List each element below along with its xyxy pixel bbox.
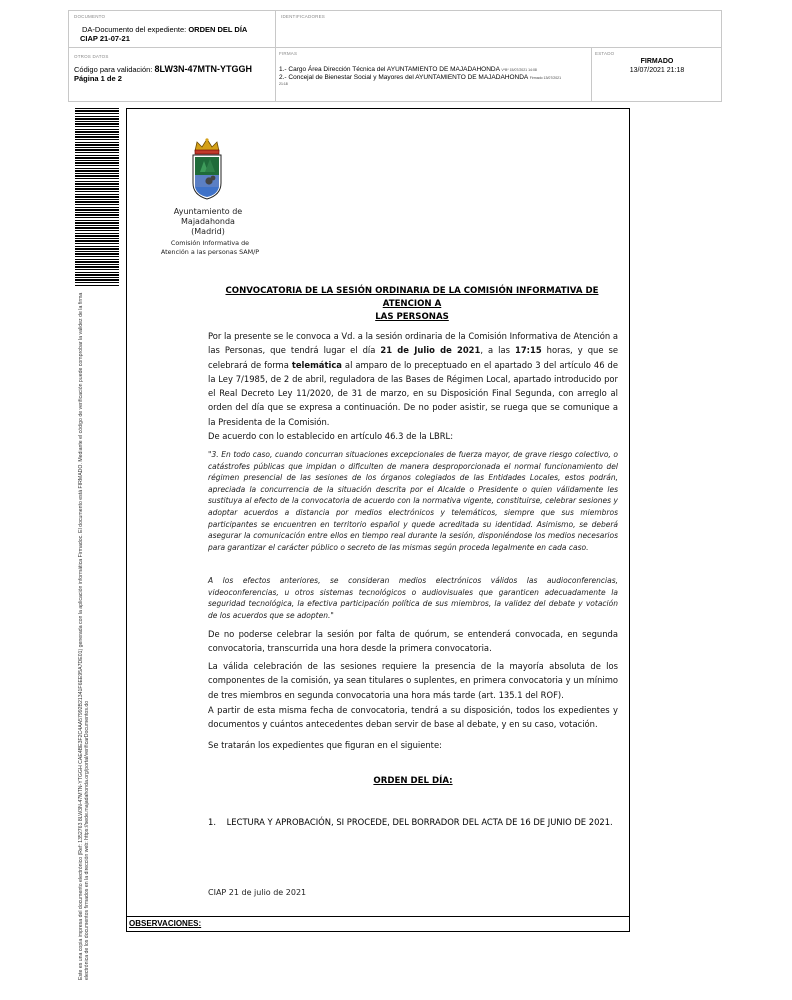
- orden-del-dia-title: ORDEN DEL DÍA:: [373, 776, 453, 786]
- documento-label: DOCUMENTO: [74, 14, 106, 19]
- firmas-label: FIRMAS: [279, 51, 298, 56]
- barcode: [75, 108, 119, 286]
- paragraph-valid-session: La válida celebración de las sesiones requiere la presencia de la mayoría absoluta de los componentes de la comisión, ya sean titulares o suplentes, en primera convocatoria y un mínimo de tres miembros en segunda convocatoria una hora más tarde (art. 135.1 del ROF).: [208, 661, 618, 700]
- paragraph-quorum: De no poderse celebrar la sesión por falta de quórum, se entenderá convocada, en segunda convocatoria, transcurrida una hora desde la primera convocatoria.: [208, 629, 618, 654]
- estado-value: FIRMADO: [640, 58, 674, 65]
- legal-quote-1: "3. En todo caso, cuando concurran situaciones excepcionales de fuerza mayor, de grave riesgo colectivo, o catástrofes públicas que impidan o dificulten de manera desproporcionada el normal funcionamiento del régimen presencial de las sesiones de los órganos colegiados de las Entidades Locales, estos podrán, apreciada la concurrencia de la situación descrita por el Alcalde o Presidente o quien válidamente les sustituya al efecto de la convocatoria de acuerdo con la normativa vigente, constituirse, celebrar sesiones y adoptar acuerdos a distancia por medios electrónicos y telemáticos, siempre que sus miembros participantes se encuentren en territorio español y quede acreditada su identidad. Asimismo, se deberá asegurar la comunicación entre ellos en tiempo real durante la sesión, disponiéndose los medios necesarios para garantizar el carácter público o secreto de las mismas según proceda legalmente en cada caso.: [208, 450, 618, 552]
- otros-datos-label: OTROS DATOS: [74, 54, 109, 59]
- firma-2-time: 21:18: [279, 82, 288, 86]
- footer-reference: CIAP 21 de julio de 2021: [208, 888, 307, 897]
- legal-quote-2: A los efectos anteriores, se consideran medios electrónicos válidos las audioconferencias, videoconferencias, u otros sistemas tecnológicos o audiovisuales que garanticen adecuadamente la seguridad tecnológica, la efectiva participación política de sus miembros, la validez del debate y votación de los acuerdos que se adopten.": [208, 576, 618, 620]
- firma-1: 1.- Cargo Área Dirección Técnica del AYUNTAMIENTO DE MAJADAHONDA VºBº 15/07/2021 14:08: [279, 66, 537, 73]
- identificadores-label: IDENTIFICADORES: [281, 14, 326, 19]
- paragraph-convocatoria: Por la presente se le convoca a Vd. a la sesión ordinaria de la Comisión Informativa de Atención a las Personas, que tendrá lugar el día 21 de Julio de 2021, a las 17:15 horas, y que se celebrará de forma telemática al amparo de lo preceptuado en el apartado 3 del artículo 46 de la Ley 7/1985, de 2 de abril, reguladora de las Bases de Régimen Local, apartado introducido por el Real Decreto Ley 11/2020, de 31 de marzo, en su Disposición Final Segunda, con arreglo al orden del día que se expresa a continuación. De no poder asistir, se ruega que se comunique a la Presidenta de la Comisión.: [208, 331, 618, 427]
- paragraph-documents: A partir de esta misma fecha de convocatoria, tendrá a su disposición, todos los expedientes y documentos y cuántos antecedentes deban servir de base al debate, y en su caso, votación.: [208, 705, 618, 730]
- logo-subcaption: Comisión Informativa de Atención a las personas SAM/P: [160, 239, 260, 256]
- firma-2: 2.- Concejal de Bienestar Social y Mayores del AYUNTAMIENTO DE MAJADAHONDA Firmado 13/07/2021: [279, 74, 562, 81]
- observaciones-divider: [126, 916, 630, 917]
- validation-code: Código para validación: 8LW3N-47MTN-YTGGH: [74, 64, 252, 74]
- paragraph-expedientes: Se tratarán los expedientes que figuran en el siguiente:: [208, 740, 442, 750]
- document-title: CONVOCATORIA DE LA SESIÓN ORDINARIA DE LA COMISIÓN INFORMATIVA DE ATENCION A LAS PERSONAS: [225, 286, 599, 322]
- agenda-item-1: 1. LECTURA Y APROBACIÓN, SI PROCEDE, DEL BORRADOR DEL ACTA DE 16 DE JUNIO DE 2021.: [208, 817, 613, 827]
- paragraph-lbrl: De acuerdo con lo establecido en artículo 46.3 de la LBRL:: [208, 431, 454, 441]
- coat-of-arms-icon: [187, 137, 227, 203]
- signature-header: [68, 10, 722, 102]
- documento-line1: DA-Documento del expediente: ORDEN DEL DÍA: [82, 25, 248, 34]
- page-count: Página 1 de 2: [74, 74, 122, 83]
- estado-label: ESTADO: [595, 51, 615, 56]
- logo-caption: Ayuntamiento de Majadahonda (Madrid): [173, 207, 243, 236]
- verification-side-text: Este es una copia impresa del documento electrónico (Ref: 1352763 8LW3N-47MTN-YTGGH CAE4BE3F2C4AA57992B21341F6EE95A7DE01) generada con la aplicación informática Firmadoc. El documento está FIRMADO. Mediante el código de verificación puede comprobar la validez de la firma electrónica de los documentos firmados en la dirección web: https://sede.majadahonda.org/portal/verificarDocumentos.do: [78, 292, 91, 980]
- documento-code: CIAP 21-07-21: [80, 34, 130, 43]
- observaciones-label: OBSERVACIONES:: [129, 919, 202, 928]
- estado-date: 13/07/2021 21:18: [629, 67, 685, 74]
